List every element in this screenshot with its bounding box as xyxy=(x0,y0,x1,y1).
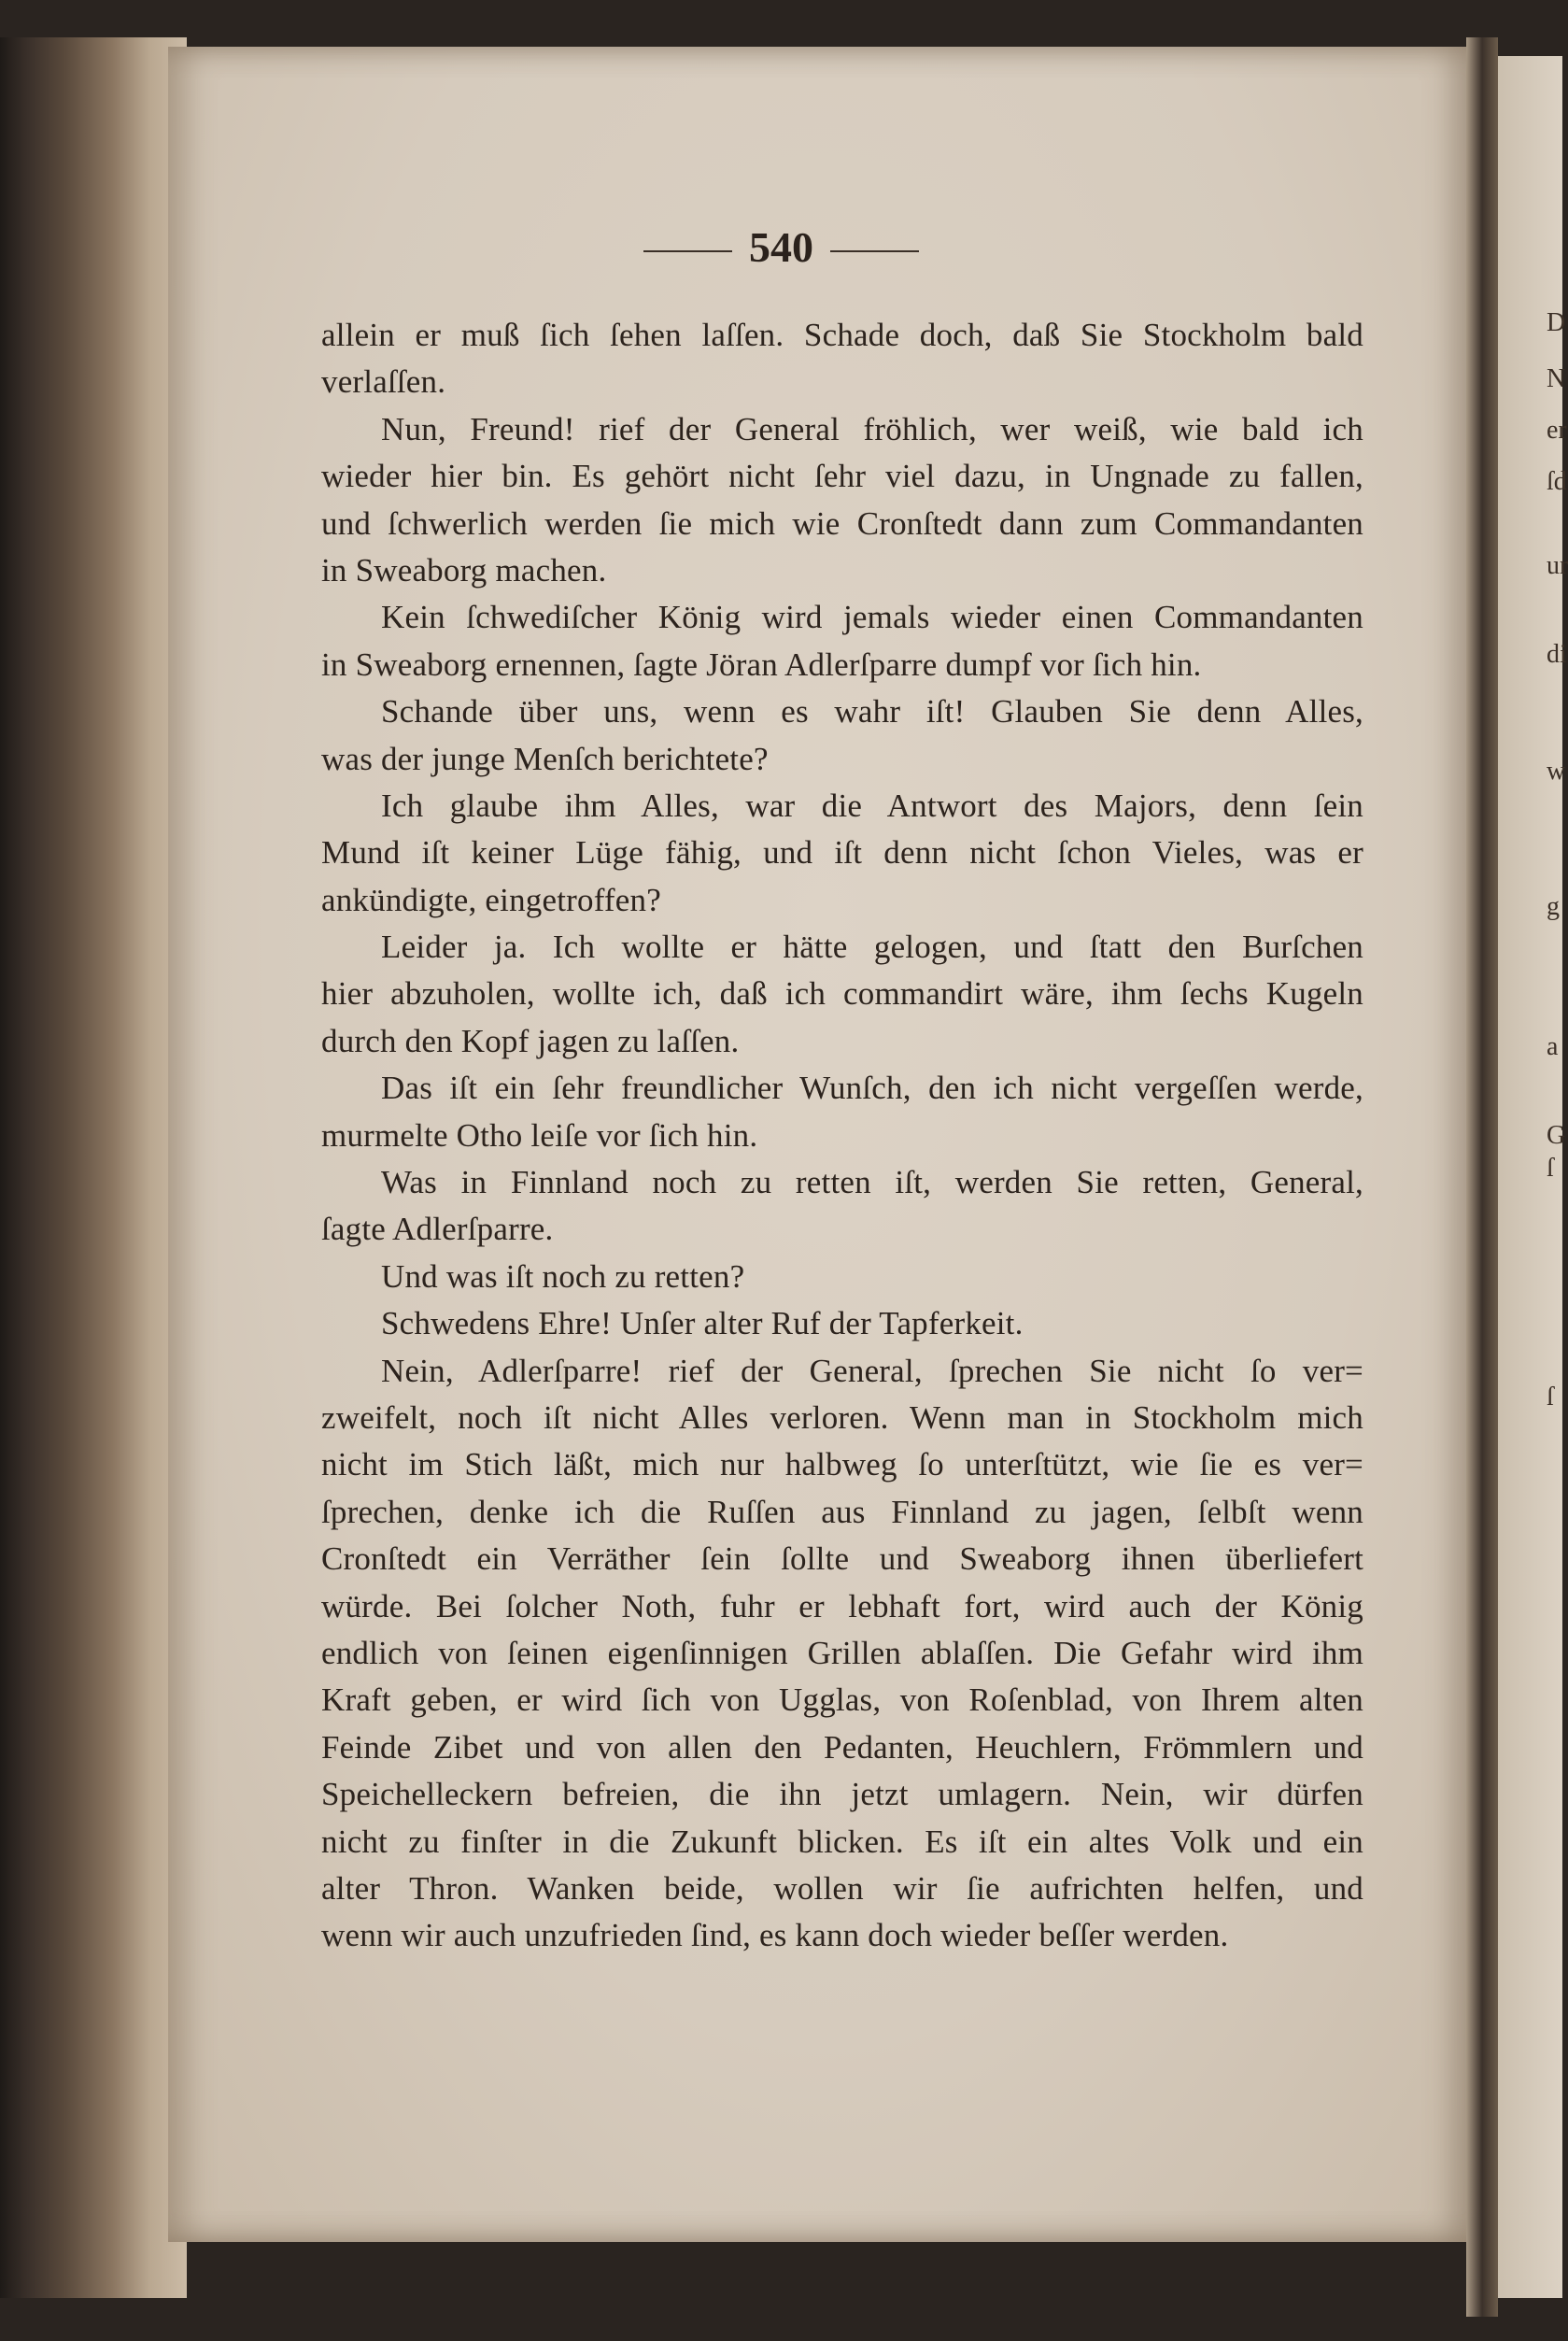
text-line: durch den Kopf jagen zu laſſen. xyxy=(321,1022,740,1059)
text-line: Kraft geben, er wird ſich von Ugglas, von Roſenblad, von Ihrem alten xyxy=(321,1681,1363,1719)
facing-page-fragment: N xyxy=(1547,364,1566,393)
text-line: und ſchwerlich werden ſie mich wie Cronſtedt dann zum Commandanten xyxy=(321,504,1363,542)
text-line: wieder hier bin. Es gehört nicht ſehr viel dazu, in Ungnade zu fallen, xyxy=(321,458,1363,495)
text-line: nicht im Stich läßt, mich nur halbweg ſo unterſtützt, wie ſie es ver= xyxy=(321,1446,1363,1483)
text-line: alter Thron. Wanken beide, wollen wir ſie aufrichten helfen, und xyxy=(321,1869,1363,1907)
book-edge-left xyxy=(0,37,187,2298)
header-rule-left xyxy=(643,250,732,252)
facing-page-fragment: D xyxy=(1547,308,1566,337)
text-line: hier abzuholen, wollte ich, daß ich commandirt wäre, ihm ſechs Kugeln xyxy=(321,975,1363,1013)
text-line: in Sweaborg ernennen, ſagte Jöran Adlerſparre dumpf vor ſich hin. xyxy=(321,646,1202,683)
text-line: nicht zu finſter in die Zukunft blicken. Es iſt ein altes Volk und ein xyxy=(321,1823,1363,1860)
body-text xyxy=(321,312,1363,1960)
text-line: Speichelleckern befreien, die ihn jetzt umlagern. Nein, wir dürfen xyxy=(321,1776,1363,1813)
facing-page-edge xyxy=(1498,56,1568,2298)
text-line: verlaſſen. xyxy=(321,363,446,401)
text-line: ſagte Adlerſparre. xyxy=(321,1211,554,1248)
facing-page-fragment: di xyxy=(1547,640,1567,669)
text-line: zweifelt, noch iſt nicht Alles verloren. Wenn man in Stockholm mich xyxy=(321,1398,1363,1436)
text-line: würde. Bei ſolcher Noth, fuhr er lebhaft fort, wird auch der König xyxy=(321,1587,1363,1625)
text-line: Mund iſt keiner Lüge fähig, und iſt denn nicht ſchon Vieles, was er xyxy=(321,834,1363,872)
text-line: Was in Finnland noch zu retten iſt, werden Sie retten, General, xyxy=(381,1164,1363,1201)
text-line: murmelte Otho leiſe vor ſich hin. xyxy=(321,1116,758,1154)
text-line: was der junge Menſch berichtete? xyxy=(321,740,769,777)
header-rule-right xyxy=(830,250,919,252)
text-line: Schwedens Ehre! Unſer alter Ruf der Tapferkeit. xyxy=(381,1305,1024,1342)
text-line: ſprechen, denke ich die Ruſſen aus Finnland zu jagen, ſelbſt wenn xyxy=(321,1493,1363,1530)
book-gutter xyxy=(1466,37,1498,2317)
text-line: wenn wir auch unzufrieden ſind, es kann doch wieder beſſer werden. xyxy=(321,1917,1229,1954)
text-line: endlich von ſeinen eigenſinnigen Grillen ablaſſen. Die Gefahr wird ihm xyxy=(321,1634,1363,1671)
text-line: Feinde Zibet und von allen den Pedanten, Heuchlern, Frömmlern und xyxy=(321,1728,1363,1766)
facing-page-fragment: G xyxy=(1547,1121,1566,1150)
text-line: Nun, Freund! rief der General fröhlich, wer weiß, wie bald ich xyxy=(381,410,1363,447)
facing-page-fragment: ſd xyxy=(1547,467,1567,496)
text-line: Schande über uns, wenn es wahr iſt! Glauben Sie denn Alles, xyxy=(381,693,1363,731)
facing-page-fragment: ſ xyxy=(1547,1154,1554,1183)
page-number: 540 xyxy=(749,223,813,271)
text-line: in Sweaborg machen. xyxy=(321,551,607,589)
text-line: Leider ja. Ich wollte er hätte gelogen, und ſtatt den Burſchen xyxy=(381,929,1363,966)
text-line: Ich glaube ihm Alles, war die Antwort des Majors, denn ſein xyxy=(381,787,1363,824)
text-line: Cronſtedt ein Verräther ſein ſollte und Sweaborg ihnen überliefert xyxy=(321,1540,1363,1578)
facing-page-fragment: ur xyxy=(1547,551,1568,580)
text-line: Das iſt ein ſehr freundlicher Wunſch, den ich nicht vergeſſen werde, xyxy=(381,1070,1363,1107)
page-number-header xyxy=(0,222,1562,272)
facing-page-fragment: ſ xyxy=(1547,1383,1554,1412)
text-line: ankündigte, eingetroffen? xyxy=(321,881,661,918)
facing-page-fragment: g xyxy=(1547,892,1560,921)
text-line: allein er muß ſich ſehen laſſen. Schade doch, daß Sie Stockholm bald xyxy=(321,317,1363,353)
text-line: Kein ſchwediſcher König wird jemals wieder einen Commandanten xyxy=(381,599,1363,636)
facing-page-fragment: a xyxy=(1547,1032,1559,1061)
facing-page-fragment: w xyxy=(1547,757,1566,786)
facing-page-fragment: er xyxy=(1547,416,1567,445)
text-line: Nein, Adlerſparre! rief der General, ſprechen Sie nicht ſo ver= xyxy=(381,1352,1363,1389)
text-line: Und was iſt noch zu retten? xyxy=(381,1257,745,1295)
